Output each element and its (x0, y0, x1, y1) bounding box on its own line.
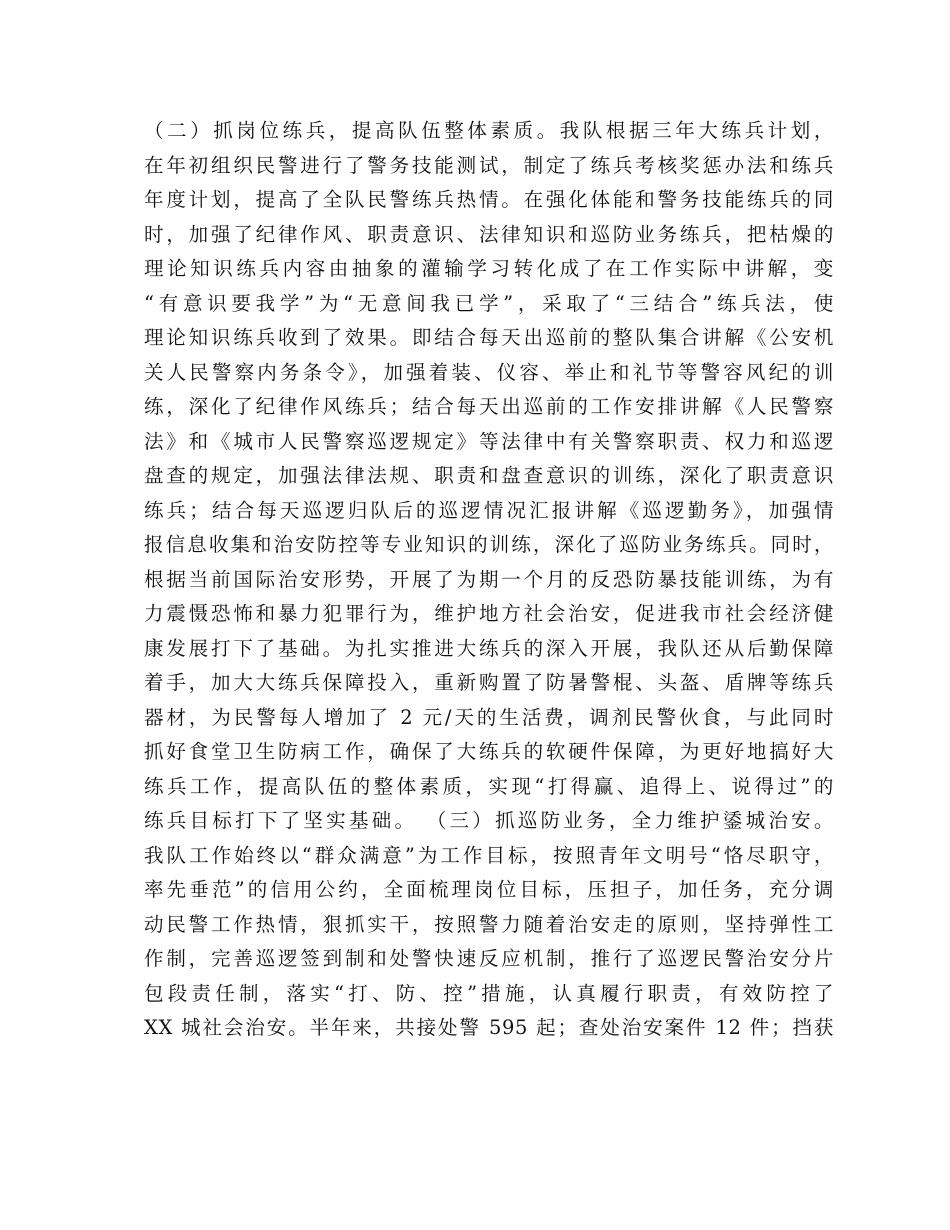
text-line: 盘查的规定，加强法律法规、职责和盘查意识的训练，深化了职责意识 (144, 464, 834, 487)
text-line: 练兵工作，提高队伍的整体素质，实现“打得赢、追得上、说得过”的 (144, 774, 834, 798)
text-line: 康发展打下了基础。为扎实推进大练兵的深入开展，我队还从后勤保障 (144, 636, 834, 660)
text-line: 法》和《城市人民警察巡逻规定》等法律中有关警察职责、权力和巡逻 (144, 429, 834, 453)
text-line: 年度计划，提高了全队民警练兵热情。在强化体能和警务技能练兵的同 (144, 188, 834, 211)
text-line: 练，深化了纪律作风练兵；结合每天出巡前的工作安排讲解《人民警察 (144, 395, 834, 418)
text-line: 练兵；结合每天巡逻归队后的巡逻情况汇报讲解《巡逻勤务》，加强情 (144, 498, 834, 522)
text-line: 力震慑恐怖和暴力犯罪行为，维护地方社会治安，促进我市社会经济健 (144, 602, 834, 625)
text-line: 关人民警察内务条令》，加强着装、仪容、举止和礼节等警容风纪的训 (144, 360, 834, 384)
text-line: 器材，为民警每人增加了 2 元/天的生活费，调剂民警伙食，与此同时 (144, 705, 834, 729)
text-line: 报信息收集和治安防控等专业知识的训练，深化了巡防业务练兵。同时， (144, 533, 834, 556)
text-line: 在年初组织民警进行了警务技能测试，制定了练兵考核奖惩办法和练兵 (144, 153, 834, 177)
text-line: 练兵目标打下了坚实基础。 （三）抓巡防业务，全力维护鋈城治安。 (144, 809, 834, 832)
text-line: 理论知识练兵内容由抽象的灌输学习转化成了在工作实际中讲解，变 (144, 257, 834, 280)
text-line: 理论知识练兵收到了效果。即结合每天出巡前的整队集合讲解《公安机 (144, 326, 834, 349)
text-line: 抓好食堂卫生防病工作，确保了大练兵的软硬件保障，为更好地搞好大 (144, 740, 834, 763)
text-line: 作制，完善巡逻签到制和处警快速反应机制，推行了巡逻民警治安分片 (144, 947, 834, 970)
text-line: XX 城社会治安。半年来，共接处警 595 起；查处治安案件 12 件；挡获 (144, 1016, 834, 1039)
text-line: 包段责任制，落实“打、防、控”措施，认真履行职责，有效防控了 (144, 981, 834, 1005)
text-line: （二）抓岗位练兵，提高队伍整体素质。我队根据三年大练兵计划， (144, 119, 834, 142)
text-line: 根据当前国际治安形势，开展了为期一个月的反恐防暴技能训练，为有 (144, 567, 834, 591)
text-line: 时，加强了纪律作风、职责意识、法律知识和巡防业务练兵，把枯燥的 (144, 222, 834, 246)
text-line: 着手，加大大练兵保障投入，重新购置了防暑警棍、头盔、盾牌等练兵 (144, 671, 834, 694)
body-paragraph (144, 114, 834, 1046)
text-line: 率先垂范”的信用公约，全面梳理岗位目标，压担子，加任务，充分调 (144, 878, 834, 901)
text-line: 动民警工作热情，狠抓实干，按照警力随着治安走的原则，坚持弹性工 (144, 912, 834, 936)
text-line: 我队工作始终以“群众满意”为工作目标，按照青年文明号“恪尽职守， (144, 843, 834, 867)
text-line: “有意识要我学”为“无意间我已学”，采取了“三结合”练兵法，使 (144, 291, 834, 315)
